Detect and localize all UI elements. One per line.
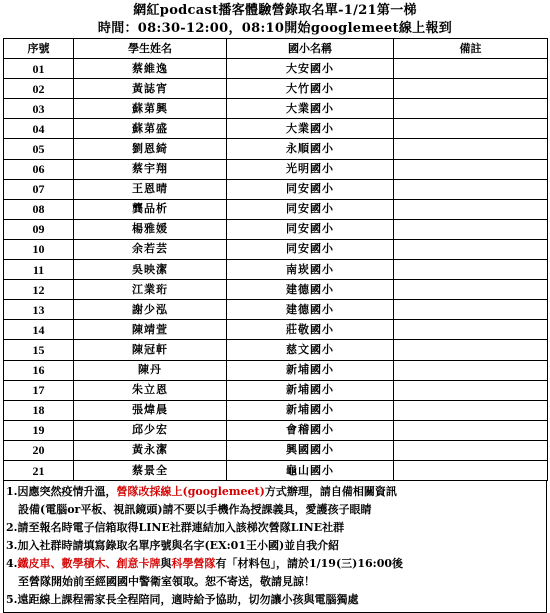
student-name: 楊雅媛 [74,219,227,239]
row-note [394,199,548,219]
note-1-text-b: 方式辦理，請自備相關資訊 [264,485,397,499]
row-note [394,360,548,380]
student-name: 江業珩 [74,280,227,300]
student-name: 吳映潔 [74,260,227,280]
row-seq: 11 [4,260,74,280]
table-row [4,320,548,340]
note-2: 2.請至報名時電子信箱取得LINE社群連結加入該梯次營隊LINE社群 [6,521,345,535]
row-seq: 01 [4,59,74,79]
row-note [394,320,548,340]
school-name: 同安國小 [227,199,394,219]
note-4-text-mid: 與 [160,557,172,571]
note-4-highlight-courses: 鐵皮車、數學積木、創意卡牌 [17,557,161,571]
note-4-text-b: 有「材料包」，請於1/19(三)16:00後 [215,557,404,571]
school-name: 龜山國小 [227,460,394,480]
school-name: 大安國小 [227,59,394,79]
table-row [4,360,548,380]
student-name: 劉恩綺 [74,139,227,159]
table-row [4,119,548,139]
row-seq: 04 [4,119,74,139]
student-name: 黃永潔 [74,440,227,460]
table-row [4,260,548,280]
row-note [394,239,548,259]
row-seq: 12 [4,280,74,300]
table-row [4,460,548,480]
school-name: 大竹國小 [227,79,394,99]
column-header-school: 國小名稱 [227,39,394,59]
row-seq: 07 [4,179,74,199]
row-seq: 03 [4,99,74,119]
row-note [394,440,548,460]
school-name: 大業國小 [227,119,394,139]
student-name: 王恩晴 [74,179,227,199]
row-note [394,280,548,300]
row-seq: 08 [4,199,74,219]
school-name: 會稽國小 [227,420,394,440]
row-seq: 18 [4,400,74,420]
school-name: 新埔國小 [227,400,394,420]
student-name: 陳冠軒 [74,340,227,360]
note-1-highlight: 營隊改採線上(googlemeet) [116,485,265,499]
student-name: 黃誌宵 [74,79,227,99]
row-seq: 02 [4,79,74,99]
row-seq: 05 [4,139,74,159]
student-name: 邱少宏 [74,420,227,440]
school-name: 新埔國小 [227,380,394,400]
student-name: 陳靖萱 [74,320,227,340]
row-seq: 14 [4,320,74,340]
table-row [4,179,548,199]
table-row [4,199,548,219]
school-name: 莊敬國小 [227,320,394,340]
note-1-continued: 設備(電腦or平板、視訊鏡頭)請不要以手機作為授課義具，愛護孩子眼睛 [18,503,372,517]
roster-table [3,38,548,481]
table-row [4,219,548,239]
signup-sheet [3,2,547,613]
row-seq: 09 [4,219,74,239]
row-seq: 06 [4,159,74,179]
row-seq: 16 [4,360,74,380]
student-name: 朱立恩 [74,380,227,400]
row-note [394,300,548,320]
row-note [394,79,548,99]
school-name: 大業國小 [227,99,394,119]
school-name: 興國國小 [227,440,394,460]
school-name: 建德國小 [227,280,394,300]
row-note [394,99,548,119]
student-name: 龔品析 [74,199,227,219]
notes-section [3,481,547,613]
row-seq: 17 [4,380,74,400]
table-row [4,400,548,420]
column-header-seq: 序號 [4,39,74,59]
row-note [394,179,548,199]
row-note [394,460,548,480]
row-note [394,59,548,79]
row-seq: 13 [4,300,74,320]
column-header-note: 備註 [394,39,548,59]
table-row [4,440,548,460]
student-name: 陳丹 [74,360,227,380]
school-name: 同安國小 [227,219,394,239]
table-row [4,59,548,79]
student-name: 蘇苐盛 [74,119,227,139]
student-name: 蔡維逸 [74,59,227,79]
row-note [394,420,548,440]
table-row [4,380,548,400]
table-row [4,420,548,440]
note-4 [4,555,546,573]
row-note [394,159,548,179]
table-row [4,280,548,300]
school-name: 慈文國小 [227,340,394,360]
row-seq: 19 [4,420,74,440]
note-5: 5.遠距線上課程需家長全程陪同，適時給予協助，切勿讓小孩與電腦獨處 [6,593,359,607]
row-note [394,219,548,239]
note-4-highlight-science: 科學營隊 [171,557,216,571]
table-row [4,139,548,159]
student-name: 余若芸 [74,239,227,259]
row-seq: 15 [4,340,74,360]
row-note [394,380,548,400]
row-note [394,340,548,360]
student-name: 蘇苐興 [74,99,227,119]
school-name: 永順國小 [227,139,394,159]
note-4-continued: 至營隊開始前至經國國中警衛室領取。恕不寄送，敬請見諒！ [18,575,315,589]
table-row [4,99,548,119]
table-header-row [4,39,548,59]
school-name: 建德國小 [227,300,394,320]
note-1 [4,483,546,501]
school-name: 光明國小 [227,159,394,179]
school-name: 南崁國小 [227,260,394,280]
student-name: 蔡景全 [74,460,227,480]
page-title: 網紅podcast播客體驗營錄取名單-1/21第一梯 [133,3,417,18]
school-name: 同安國小 [227,239,394,259]
table-row [4,79,548,99]
table-row [4,300,548,320]
page-subtitle: 時間：08:30-12:00，08:10開始googlemeet線上報到 [97,21,453,36]
note-3: 3.加入社群時請填寫錄取名單序號與名字(EX:01王小國)並自我介紹 [6,539,340,553]
row-seq: 21 [4,460,74,480]
roster-body [4,59,548,481]
row-seq: 20 [4,440,74,460]
note-1-text-a: 1.因應突然疫情升溫， [6,485,117,499]
student-name: 謝少泓 [74,300,227,320]
table-row [4,159,548,179]
table-row [4,340,548,360]
school-name: 新埔國小 [227,360,394,380]
student-name: 蔡宇翔 [74,159,227,179]
school-name: 同安國小 [227,179,394,199]
row-note [394,400,548,420]
table-row [4,239,548,259]
row-note [394,139,548,159]
row-note [394,119,548,139]
column-header-name: 學生姓名 [74,39,227,59]
student-name: 張煒晨 [74,400,227,420]
row-seq: 10 [4,239,74,259]
row-note [394,260,548,280]
note-4-number: 4. [6,557,18,571]
